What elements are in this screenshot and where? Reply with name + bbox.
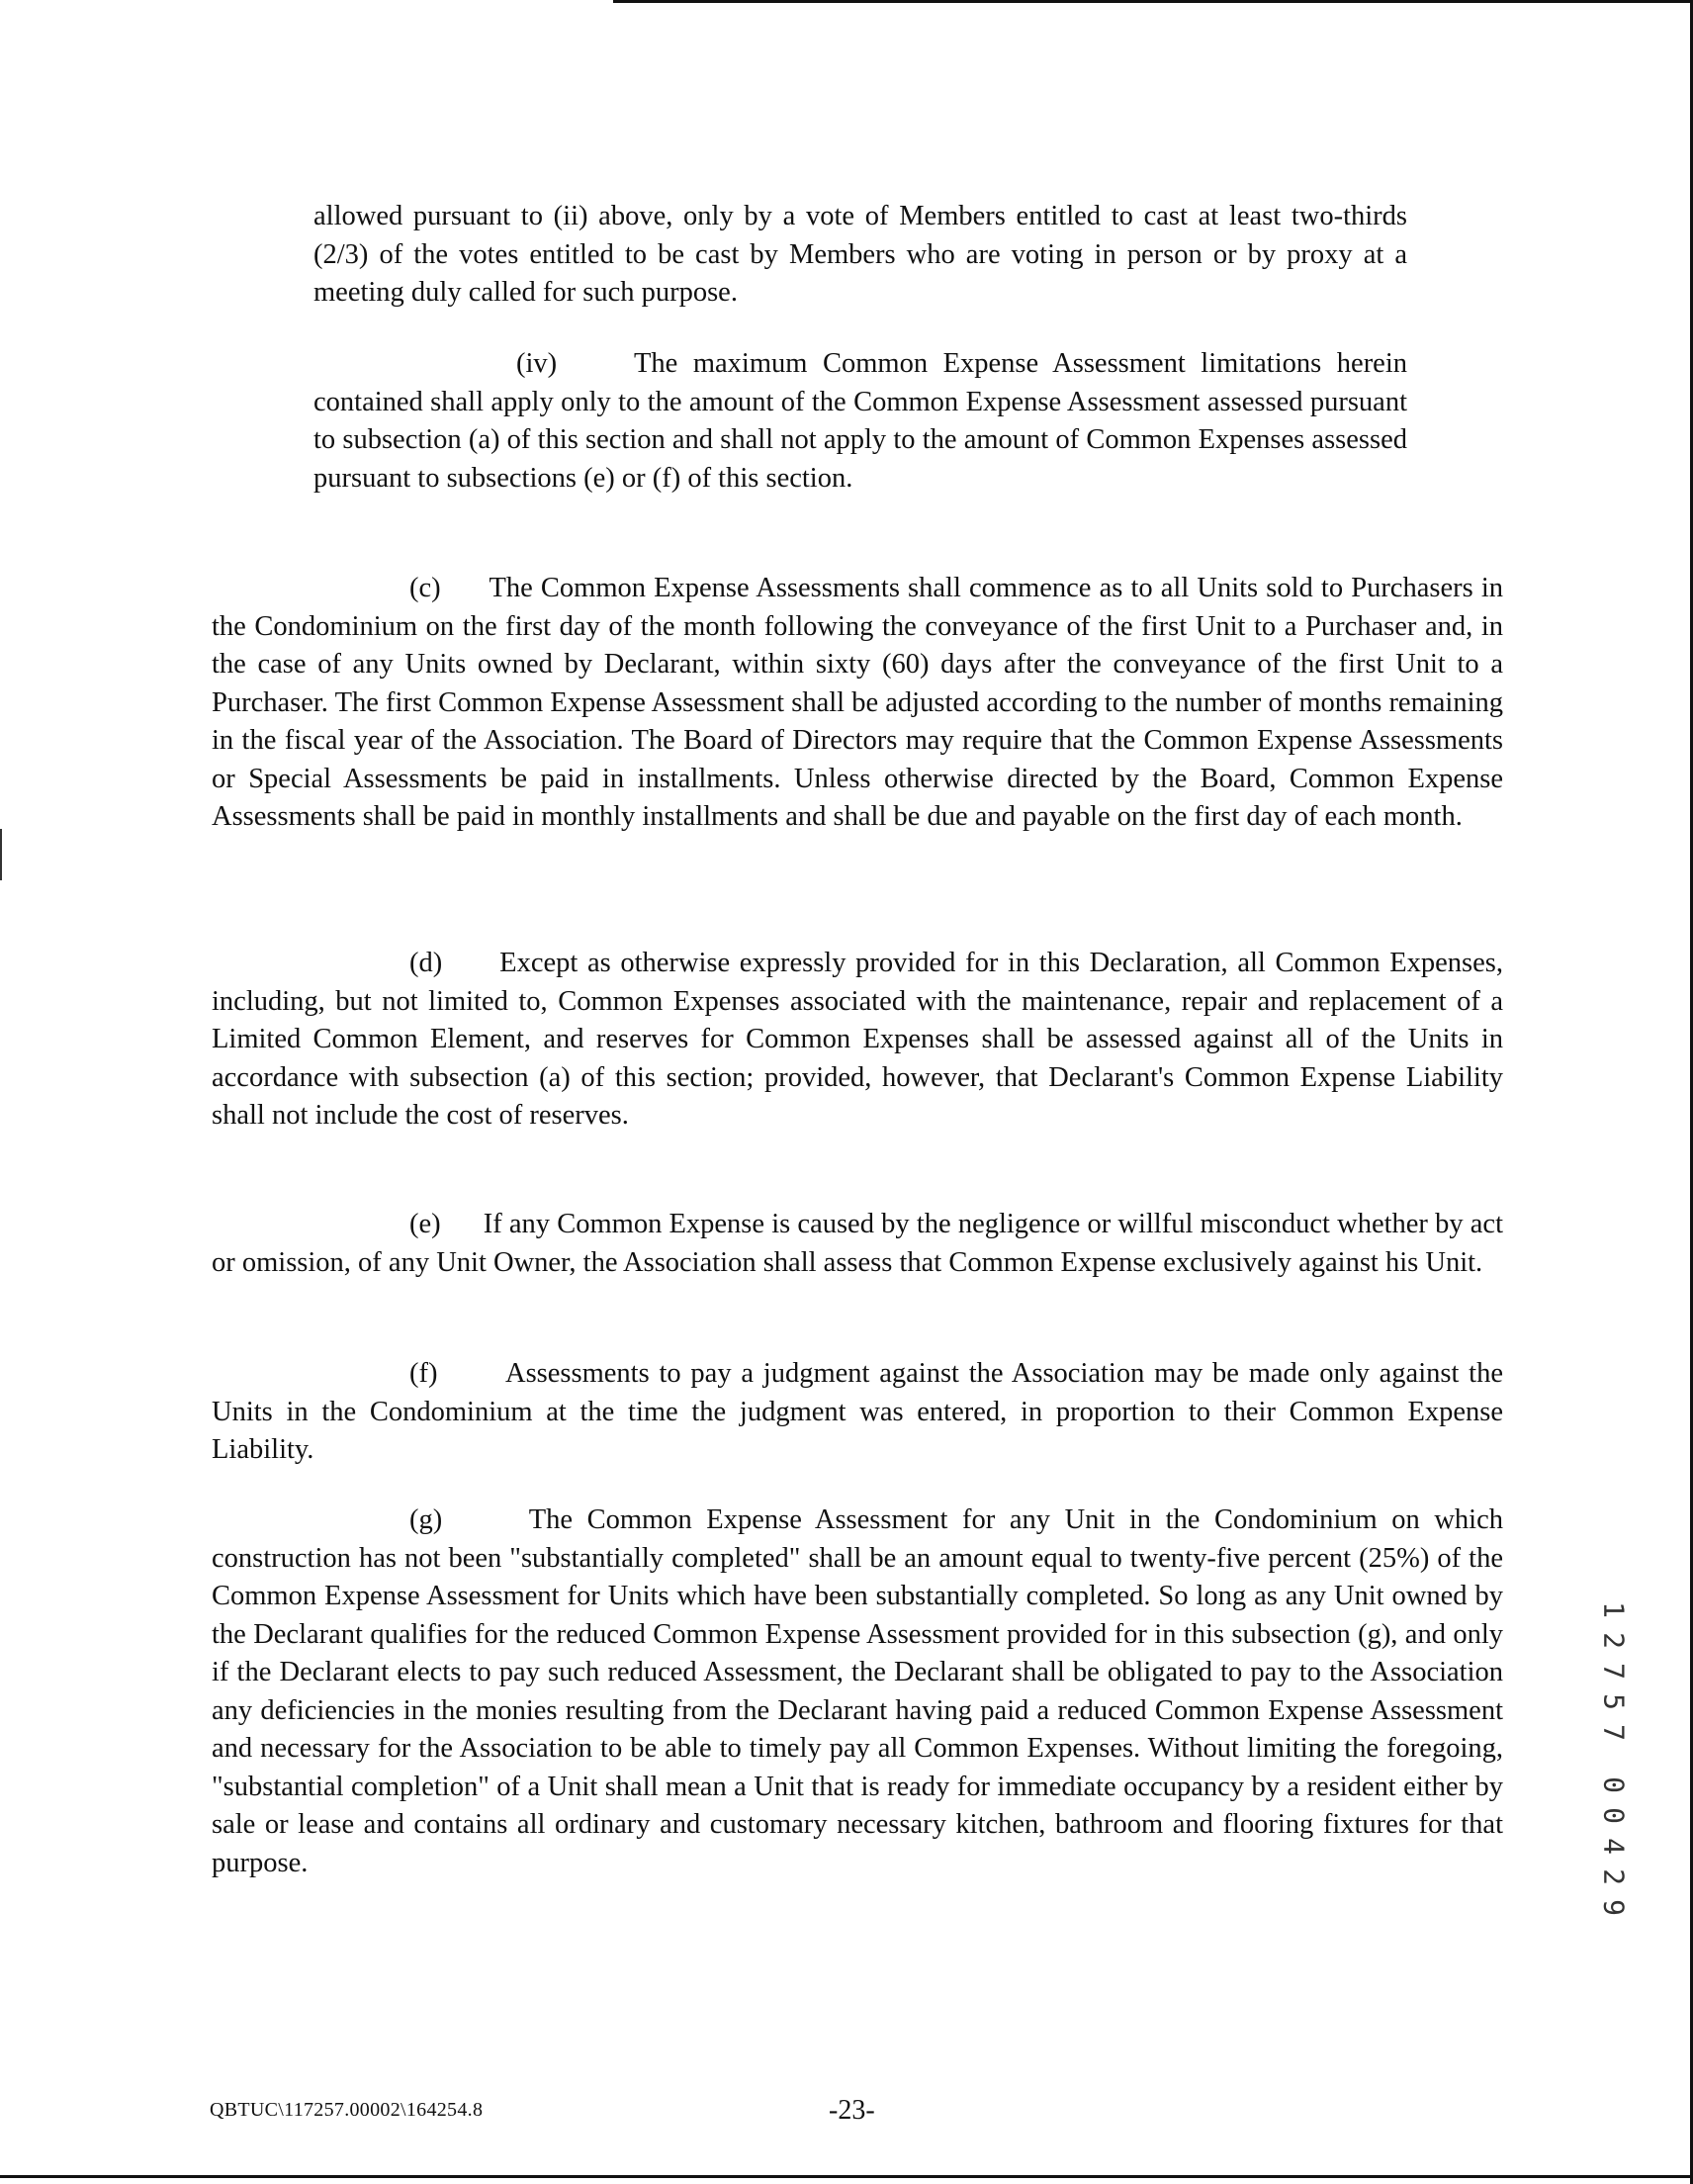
stamp-digit: 4 — [1597, 1838, 1631, 1855]
stamp-digit: 9 — [1597, 1899, 1631, 1916]
stamp-digit: 7 — [1597, 1724, 1631, 1741]
margin-recording-stamp — [1596, 1594, 1632, 1923]
paragraph-d: (d) Except as otherwise expressly provided for in this Declaration, all Common Expenses, including, but not limited to, Common Expenses associated with the maintenance, repair and replacement of a Limited Common Element, and reserves for Common Expenses shall be assessed against all of the Units in accordance with subsection (a) of this section; provided, however, that Declarant's Common Expense Liability shall not include the cost of reserves. — [212, 948, 1503, 1131]
stamp-digit: 2 — [1597, 1632, 1631, 1649]
paragraph-c: (c) The Common Expense Assessments shall commence as to all Units sold to Purchasers in the Condominium on the first day of the month following the conveyance of the first Unit to a Purchaser and, in the case of any Units owned by Declarant, within sixty (60) days after the conveyance of the first Unit to a Purchaser. The first Common Expense Assessment shall be adjusted according to the number of months remaining in the fiscal year of the Association. The Board of Directors may require that the Common Expense Assessments or Special Assessments be paid in installments. Unless otherwise directed by the Board, Common Expense Assessments shall be paid in monthly installments and shall be due and payable on the first day of each month. — [212, 573, 1503, 832]
paragraph-iv: (iv) The maximum Common Expense Assessment limitations herein contained shall apply only to the amount of the Common Expense Assessment assessed pursuant to subsection (a) of this section and shall not apply to the amount of Common Expenses assessed pursuant to subsections (e) or (f) of this section. — [313, 348, 1407, 494]
footer-page-number: -23- — [829, 2095, 875, 2126]
scan-border-bottom — [0, 2175, 1693, 2178]
stamp-digit: 0 — [1597, 1776, 1631, 1793]
scan-mark-left — [0, 829, 2, 880]
footer-document-reference: QBTUC\117257.00002\164254.8 — [210, 2099, 484, 2121]
stamp-digit: 1 — [1597, 1601, 1631, 1618]
paragraph-g: (g) The Common Expense Assessment for any Unit in the Condominium on which construction has not been "substantially completed" shall be an amount equal to twenty-five percent (25%) of the Common Expense Assessment for Units which have been substantially completed. So long as any Unit owned by the Declarant qualifies for the reduced Common Expense Assessment provided for in this subsection (g), and only if the Declarant elects to pay such reduced Assessment, the Declarant shall be obligated to pay to the Association any deficiencies in the monies resulting from the Declarant having paid a reduced Common Expense Assessment and necessary for the Association to be able to timely pay all Common Expenses. Without limiting the foregoing, "substantial completion" of a Unit shall mean a Unit that is ready for immediate occupancy by a resident either by sale or lease and contains all ordinary and customary necessary kitchen, bathroom and flooring fixtures for that purpose. — [212, 1504, 1503, 1878]
stamp-digit: 7 — [1597, 1663, 1631, 1680]
stamp-digit: 5 — [1597, 1693, 1631, 1710]
stamp-digit: 2 — [1597, 1868, 1631, 1885]
paragraph-f: (f) Assessments to pay a judgment against the Association may be made only against the Units in the Condominium at the time the judgment was entered, in proportion to their Common Expense Liability. — [212, 1358, 1503, 1465]
stamp-digit: 0 — [1597, 1807, 1631, 1824]
paragraph-e: (e) If any Common Expense is caused by the negligence or willful misconduct whether by act or omission, of any Unit Owner, the Association shall assess that Common Expense exclusively against his Unit. — [212, 1209, 1503, 1278]
paragraph-continuation: allowed pursuant to (ii) above, only by a vote of Members entitled to cast at least two-thirds (2/3) of the votes entitled to be cast by Members who are voting in person or by proxy at a meeting duly called for such purpose. — [313, 201, 1407, 308]
scan-border-top — [613, 0, 1693, 3]
